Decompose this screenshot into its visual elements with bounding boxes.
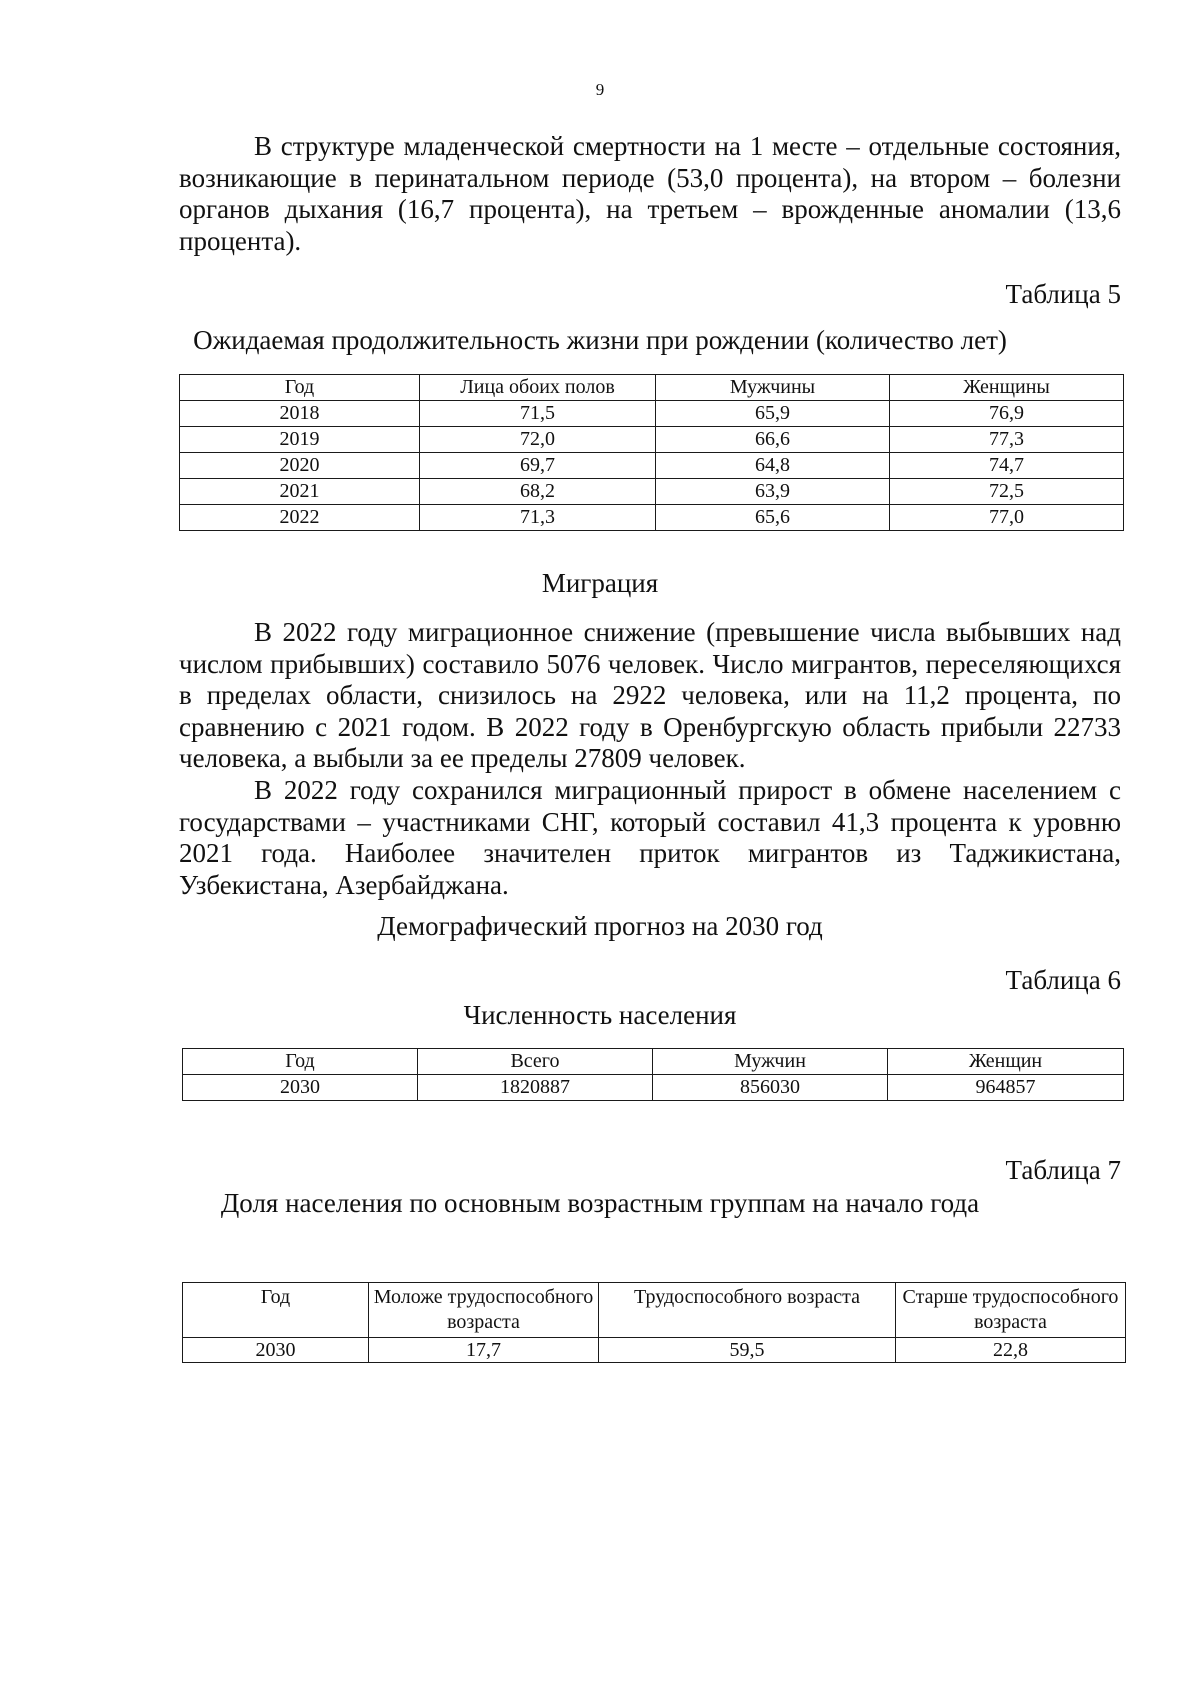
- table-cell: 17,7: [369, 1338, 599, 1363]
- migration-heading: Миграция: [541, 568, 659, 598]
- table7-title: Доля населения по основным возрастным группам на начало года: [220, 1188, 980, 1218]
- table-cell: 64,8: [656, 453, 890, 479]
- table-cell: 1820887: [418, 1075, 653, 1101]
- table-cell: 65,6: [656, 505, 890, 531]
- table-header-row: [180, 375, 1124, 401]
- column-header: Трудоспособного возраста: [599, 1283, 896, 1338]
- table-cell: 77,0: [890, 505, 1124, 531]
- table-cell: 59,5: [599, 1338, 896, 1363]
- table-cell: 74,7: [890, 453, 1124, 479]
- table-cell: 856030: [653, 1075, 888, 1101]
- table-cell: 77,3: [890, 427, 1124, 453]
- table-cell: 72,5: [890, 479, 1124, 505]
- table-cell: 72,0: [420, 427, 656, 453]
- column-header: Моложе трудоспособного возраста: [369, 1283, 599, 1338]
- column-header: Женщин: [888, 1049, 1124, 1075]
- table5-title: Ожидаемая продолжительность жизни при рождении (количество лет): [193, 325, 1007, 355]
- migration-paragraph-1: В 2022 году миграционное снижение (превышение числа выбывших над числом прибывших) составило 5076 человек. Число мигрантов, переселяющихся в пределах области, снизилось на 2922 человека, или на 11,2 процента, по сравнению с 2021 годом. В 2022 году в Оренбургскую область прибыли 22733 человека, а выбыли за ее пределы 27809 человек.: [179, 617, 1121, 773]
- column-header: Старше трудоспособного возраста: [896, 1283, 1126, 1338]
- table-row: [180, 505, 1124, 531]
- table-row: [180, 427, 1124, 453]
- table5-label: Таблица 5: [1005, 279, 1121, 309]
- table6-label: Таблица 6: [1005, 965, 1121, 995]
- column-header: Год: [183, 1049, 418, 1075]
- table-cell: 2021: [180, 479, 420, 505]
- table-cell: 63,9: [656, 479, 890, 505]
- table-cell: 76,9: [890, 401, 1124, 427]
- table-cell: 65,9: [656, 401, 890, 427]
- table-row: [180, 401, 1124, 427]
- column-header: Женщины: [890, 375, 1124, 401]
- paragraph-infant-mortality: В структуре младенческой смертности на 1 месте – отдельные состояния, возникающие в перинатальном периоде (53,0 процента), на втором – болезни органов дыхания (16,7 процента), на третьем – врожденные аномалии (13,6 процента).: [179, 131, 1121, 256]
- column-header: Лица обоих полов: [420, 375, 656, 401]
- table-header-row: [183, 1283, 1126, 1338]
- table6-title: Численность населения: [463, 1000, 737, 1030]
- column-header: Мужчины: [656, 375, 890, 401]
- page-number: 9: [595, 80, 605, 99]
- table-cell: 22,8: [896, 1338, 1126, 1363]
- life-expectancy-table: [179, 374, 1124, 531]
- column-header: Мужчин: [653, 1049, 888, 1075]
- table-cell: 2022: [180, 505, 420, 531]
- migration-paragraph-2: В 2022 году сохранился миграционный прирост в обмене населением с государствами – участниками СНГ, который составил 41,3 процента к уровню 2021 года. Наиболее значителен приток мигрантов из Таджикистана, Узбекистана, Азербайджана.: [179, 775, 1121, 900]
- population-table: [182, 1048, 1124, 1101]
- table-row: [183, 1075, 1124, 1101]
- table-cell: 2030: [183, 1338, 369, 1363]
- column-header: Всего: [418, 1049, 653, 1075]
- table-cell: 2019: [180, 427, 420, 453]
- table-cell: 68,2: [420, 479, 656, 505]
- table-cell: 69,7: [420, 453, 656, 479]
- table-row: [180, 479, 1124, 505]
- table-cell: 964857: [888, 1075, 1124, 1101]
- age-groups-table: [182, 1282, 1126, 1363]
- table-cell: 2030: [183, 1075, 418, 1101]
- table-row: [180, 453, 1124, 479]
- table-cell: 71,3: [420, 505, 656, 531]
- column-header: Год: [183, 1283, 369, 1338]
- table-row: [183, 1338, 1126, 1363]
- table-cell: 2018: [180, 401, 420, 427]
- table-cell: 2020: [180, 453, 420, 479]
- table-cell: 71,5: [420, 401, 656, 427]
- table-cell: 66,6: [656, 427, 890, 453]
- table-header-row: [183, 1049, 1124, 1075]
- forecast-heading: Демографический прогноз на 2030 год: [377, 911, 823, 941]
- column-header: Год: [180, 375, 420, 401]
- table7-label: Таблица 7: [1005, 1155, 1121, 1185]
